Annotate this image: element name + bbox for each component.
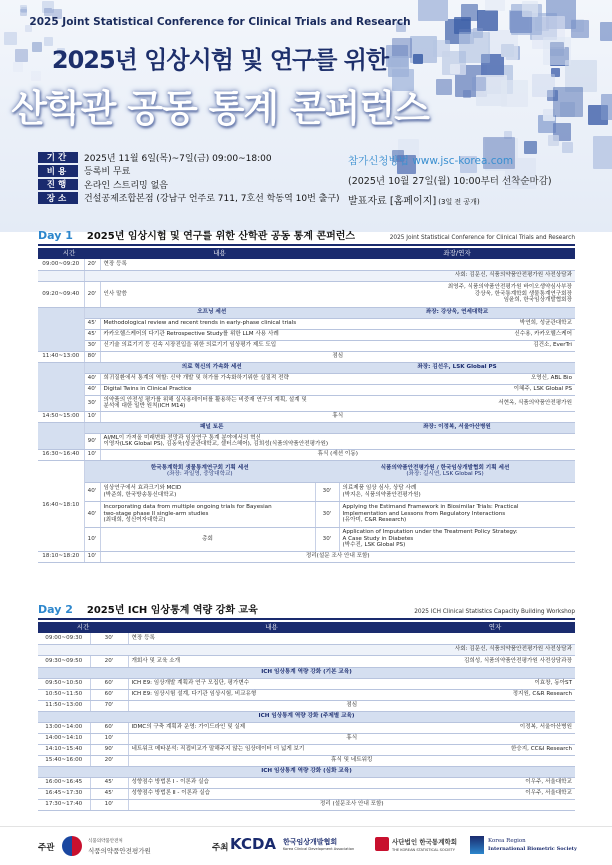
host-org: 식품의약품안전평가원 — [88, 847, 151, 855]
kribs-logo-icon — [470, 836, 484, 854]
duration-cell: 30' — [84, 340, 100, 351]
table-row — [38, 318, 575, 329]
time-cell: 18:10~18:20 — [38, 551, 84, 562]
main-title-line2: 산학관 공동 통계 콘퍼런스 — [11, 87, 429, 130]
left-content: 임상연구에서 효과크기와 MCID (박준희, 한국방송통신대학교) — [100, 482, 315, 501]
day1-title-en: 2025 Joint Statistical Conference for Clinical Trials and Research — [389, 235, 575, 241]
table-row — [38, 340, 575, 351]
speaker-cell: 서현옥, 식품의약품안전평가원 — [339, 395, 575, 411]
speaker-cell: 이정복, 서울아산병원 — [415, 722, 575, 733]
table-row — [38, 351, 575, 362]
cube-decoration — [548, 135, 559, 146]
table-row — [38, 766, 575, 777]
content-cell: 개회사 및 교육 소개 — [128, 655, 415, 667]
time-cell — [38, 362, 84, 411]
table-row — [38, 689, 575, 700]
duration-cell: 60' — [90, 722, 128, 733]
session-chair: 좌장: 강상욱, 연세대학교 — [339, 307, 575, 318]
speaker-cell: 이효창, 동아ST — [415, 678, 575, 689]
info-label: 진행 — [38, 179, 78, 191]
session-chair: 좌장: 이정복, 서울아산병원 — [339, 422, 575, 433]
speaker-cell: 김희성, 식품의약품안전평가원 사전상담과장 — [415, 655, 575, 667]
kcda-name: 한국임상개발협회 — [283, 838, 338, 846]
time-cell — [38, 307, 84, 351]
materials-note: (3일 전 공개) — [438, 198, 480, 206]
time-cell: 11:50~13:00 — [38, 700, 90, 711]
day1-header — [38, 230, 575, 246]
time-cell: 14:00~14:10 — [38, 733, 90, 744]
content-cell: 점심 — [100, 351, 575, 362]
left-session-chair: (좌장: 곽일영, 중앙대학교) — [166, 471, 233, 477]
government-emblem-icon — [62, 836, 82, 856]
footer — [0, 826, 612, 865]
right-duration: 30' — [315, 501, 339, 527]
cube-decoration — [524, 141, 537, 154]
duration-cell: 45' — [84, 329, 100, 340]
left-session-name: 한국통계학회 생물통계연구회 기획 세션 — [150, 464, 249, 471]
duration-cell: 60' — [90, 689, 128, 700]
time-cell: 10:50~11:50 — [38, 689, 90, 700]
time-cell: 14:10~15:40 — [38, 744, 90, 755]
right-duration: 30' — [315, 527, 339, 551]
table-row — [38, 422, 575, 433]
time-cell: 17:30~17:40 — [38, 799, 90, 810]
cube-decoration — [450, 64, 460, 74]
table-row — [38, 329, 575, 340]
session-title: ICH 임상통계 역량 강화 (심화 교육) — [38, 766, 575, 777]
content-cell: 휴식 — [128, 733, 575, 744]
content-cell: 희귀질환에서 통계의 역할: 신약 개발 및 허가를 가속화하기위한 실질적 전략 — [100, 373, 339, 384]
session-title: ICH 임상통계 역량 강화 (주제별 교육) — [38, 711, 575, 722]
content-cell: 신기술 의료기기 등 신속 시장진입을 위한 의료기기 임상평가 제도 도입 — [100, 340, 339, 351]
info-row-mode — [38, 178, 340, 191]
duration-cell: 20' — [84, 281, 100, 307]
content-cell: 의약품의 안전성 평가를 위해 실사용데이터를 활용하는 비중재 연구의 계획, 설계 및 분석에 대한 일반 원칙(ICH M14) — [100, 395, 339, 411]
info-value: 건설공제조합본점 (강남구 언주로 711, 7호선 학동역 10번 출구) — [84, 194, 340, 205]
table-row — [38, 384, 575, 395]
duration-cell: 80' — [84, 351, 100, 362]
col-header-content: 내용 — [100, 248, 339, 259]
parallel-row — [38, 501, 575, 527]
duration-cell: 45' — [90, 788, 128, 799]
duration-cell: 10' — [84, 449, 100, 460]
cube-decoration — [20, 9, 27, 16]
session-title — [84, 307, 339, 318]
cube-decoration — [522, 1, 538, 17]
cube-decoration — [600, 22, 612, 41]
duration-cell: 90' — [90, 744, 128, 755]
duration-cell: 10' — [84, 411, 100, 422]
right-content: Application of Imputation under the Treatment Policy Strategy: A Case Study in Diabetes (박수진, LSK Global PS) — [339, 527, 575, 551]
conference-english-title: 2025 Joint Statistical Conference for Clinical Trials and Research — [29, 16, 411, 28]
table-row — [38, 744, 575, 755]
time-cell: 16:40~18:10 — [38, 460, 84, 551]
kcda-logo: KCDA — [230, 835, 277, 853]
table-row — [38, 788, 575, 799]
content-cell: 정리(설문 조사 안내 포함) — [100, 551, 575, 562]
cube-decoration — [459, 32, 490, 63]
duration-cell: 10' — [90, 799, 128, 810]
speaker-cell — [339, 433, 575, 449]
time-cell: 09:00~09:30 — [38, 633, 90, 644]
content-cell: ICH E9: 임상시험 설계, 다기관 임상시험, 비교유형 — [128, 689, 415, 700]
info-value: 온라인 스트리밍 없음 — [84, 180, 168, 191]
time-cell: 16:00~16:45 — [38, 777, 90, 788]
table-row — [38, 667, 575, 678]
content-cell: 휴식 (세션 이동) — [100, 449, 575, 460]
right-session-name: 식품의약품안전평가원 / 한국임상개발협회 기획 세션 — [380, 464, 510, 471]
content-cell: 성향점수 방법론 Ⅰ - 이론과 실습 — [128, 777, 415, 788]
speaker-cell: 한승지, CC&I Research — [415, 744, 575, 755]
right-content: 의료제품 임상 심사, 상담 사례 (박지은, 식품의약품안전평가원) — [339, 482, 575, 501]
table-row — [38, 755, 575, 766]
duration-cell: 10' — [90, 733, 128, 744]
duration-cell: 30' — [90, 633, 128, 644]
session-title: ICH 임상통계 역량 강화 (기본 교육) — [38, 667, 575, 678]
left-duration: 40' — [84, 501, 100, 527]
table-row — [38, 281, 575, 307]
content-cell: Methodological review and recent trends in early-phase clinical trials — [100, 318, 339, 329]
speaker-cell: 이우주, 서울대학교 — [415, 788, 575, 799]
registration-link[interactable]: 참가신청방법 www.jsc-korea.com — [348, 155, 514, 167]
table-row — [38, 395, 575, 411]
col-header-time: 시간 — [38, 248, 100, 259]
content-cell: 네트워크 메타분석: 직접비교가 말해주지 않는 임상데이터 더 넓게 보기 — [128, 744, 415, 755]
parallel-session-header — [38, 460, 575, 482]
time-cell: 09:20~09:40 — [38, 281, 84, 307]
content-cell: 휴식 — [100, 411, 575, 422]
speaker-cell: 신수용, 카카오헬스케어 — [339, 329, 575, 340]
table-row — [38, 633, 575, 644]
duration-cell: 30' — [84, 395, 100, 411]
info-label: 기간 — [38, 152, 78, 164]
duration-cell — [38, 644, 415, 655]
cube-decoration — [501, 80, 528, 107]
duration-cell — [84, 270, 339, 281]
kribs-line2: International Biometric Society — [488, 846, 577, 852]
duration-cell: 20' — [90, 755, 128, 766]
table-header-row — [38, 622, 575, 633]
speaker-cell: 박연희, 성균관대학교 — [339, 318, 575, 329]
time-cell: 15:40~16:00 — [38, 755, 90, 766]
parallel-row — [38, 527, 575, 551]
day1-schedule-table — [38, 248, 575, 563]
table-row — [38, 449, 575, 460]
day2-title-en: 2025 ICH Clinical Statistics Capacity Building Workshop — [414, 609, 575, 615]
materials-notice — [348, 192, 568, 207]
session-name: 패널 토론 — [199, 424, 224, 431]
time-cell — [38, 270, 84, 281]
content-cell: ICH E9: 임상개발 계획과 연구 모집단, 평가변수 — [128, 678, 415, 689]
duration-cell: 90' — [84, 433, 100, 449]
table-row — [38, 362, 575, 373]
info-value: 2025년 11월 6일(목)~7일(금) 09:00~18:00 — [84, 153, 272, 164]
col-header-time: 시간 — [38, 622, 128, 633]
day2-title: 2025년 ICH 임상통계 역량 강화 교육 — [86, 605, 258, 616]
day2-header — [38, 604, 575, 620]
content-cell: 휴식 및 네트워킹 — [128, 755, 575, 766]
table-row — [38, 270, 575, 281]
info-label: 장소 — [38, 192, 78, 204]
hero-banner — [0, 0, 612, 232]
event-info — [38, 151, 340, 205]
left-duration: 10' — [84, 527, 100, 551]
time-cell — [38, 422, 84, 449]
cohost-label: 주최 — [212, 843, 229, 853]
parallel-left-title — [84, 460, 315, 482]
moderator-cell: 사회: 김문신, 식품의약품안전평가원 사전상담과 — [339, 270, 575, 281]
duration-cell: 45' — [84, 318, 100, 329]
session-title — [84, 422, 339, 433]
cube-decoration — [501, 44, 514, 57]
cube-decoration — [532, 74, 555, 97]
speaker-cell — [339, 259, 575, 270]
day2-label: Day 2 — [38, 603, 73, 616]
content-cell: AI/ML이 가져올 미래변화 전망과 임상연구 통계 분야에서의 혁신 이영자(LSK Global PS), 김동욱(성균관대학교, 셀터스헤어), 김희성(식품의약품안전평가원) — [100, 433, 339, 449]
content-cell: 현장 등록 — [128, 633, 575, 644]
content-cell: 점심 — [128, 700, 575, 711]
duration-cell: 60' — [90, 678, 128, 689]
table-row — [38, 733, 575, 744]
left-content: Incorporating data from multiple ongoing trials for Bayesian two-stage phase II single-arm studies (최대희, 성신여자대학교) — [100, 501, 315, 527]
parallel-row — [38, 482, 575, 501]
table-row — [38, 307, 575, 318]
time-cell: 09:50~10:50 — [38, 678, 90, 689]
table-row — [38, 411, 575, 422]
duration-cell: 45' — [90, 777, 128, 788]
time-cell: 09:30~09:50 — [38, 655, 90, 667]
duration-cell: 20' — [84, 259, 100, 270]
day2-schedule-table — [38, 622, 575, 811]
content-cell: Digital Twins in Clinical Practice — [100, 384, 339, 395]
time-cell: 16:45~17:30 — [38, 788, 90, 799]
time-cell: 13:00~14:00 — [38, 722, 90, 733]
content-cell: 현장 등록 — [100, 259, 339, 270]
session-name: 의료 혁신의 가속화 세션 — [181, 364, 242, 371]
col-header-content: 내용 — [128, 622, 415, 633]
speaker-cell: 오영신, ABL Bio — [339, 373, 575, 384]
time-cell: 09:00~09:20 — [38, 259, 84, 270]
table-row — [38, 777, 575, 788]
table-row — [38, 700, 575, 711]
parallel-right-title — [315, 460, 575, 482]
duration-cell: 40' — [84, 373, 100, 384]
content-cell: IDMC의 구축 계획과 운영: 가이드라인 및 실제 — [128, 722, 415, 733]
kcda-name-en: Korea Clinical Development Association — [283, 847, 355, 851]
cube-decoration — [593, 136, 612, 169]
cube-decoration — [463, 90, 471, 98]
info-row-cost — [38, 165, 340, 178]
table-header-row — [38, 248, 575, 259]
left-duration: 40' — [84, 482, 100, 501]
right-session-chair: (좌장: 길시연, LSK Global PS) — [406, 471, 484, 477]
table-row — [38, 711, 575, 722]
table-row — [38, 655, 575, 667]
time-cell: 11:40~13:00 — [38, 351, 84, 362]
moderator-cell: 사회: 김문신, 식품의약품안전평가원 사전상담과 — [415, 644, 575, 655]
closing-row — [38, 551, 575, 562]
duration-cell: 20' — [90, 655, 128, 667]
session-chair: 좌장: 김선우, LSK Global PS — [339, 362, 575, 373]
table-row — [38, 373, 575, 384]
cube-decoration — [601, 94, 612, 120]
content-cell: 인사 말씀 — [100, 281, 339, 307]
time-cell: 14:50~15:00 — [38, 411, 84, 422]
kss-name-en: THE KOREAN STATISTICAL SOCIETY — [392, 848, 455, 852]
registration-info — [348, 153, 568, 207]
registration-deadline: (2025년 10월 27일(월) 10:00부터 선착순마감) — [348, 176, 552, 187]
materials-label: 발표자료 [홈페이지] — [348, 196, 437, 207]
table-row — [38, 799, 575, 810]
content-cell: 카카오헬스케어의 다기관 Retrospective Study를 위한 LLM 사용 사례 — [100, 329, 339, 340]
main-title-line1: 2025년 임상시험 및 연구를 위한 — [51, 46, 389, 74]
table-row — [38, 259, 575, 270]
day1-label: Day 1 — [38, 229, 73, 242]
right-content: Applying the Estimand Framework in Biosimilar Trials: Practical Implementation and Lessons from Regulatory Interactions (유아미, C&R Research) — [339, 501, 575, 527]
day1-title: 2025년 임상시험 및 연구를 위한 산학관 공동 통계 콘퍼런스 — [86, 231, 356, 242]
speaker-cell: 정지원, C&R Research — [415, 689, 575, 700]
session-title — [84, 362, 339, 373]
content-cell: 성향점수 방법론 Ⅱ - 이론과 실습 — [128, 788, 415, 799]
cube-decoration — [485, 0, 505, 11]
info-row-venue — [38, 192, 340, 205]
speaker-cell: 이혜주, LSK Global PS — [339, 384, 575, 395]
speaker-cell: 최영주, 식품의약품안전평가원 바이오생약심사부장 강상욱, 한국통계학회 생물통계연구회장 임윤희, 한국임상개발협회장 — [339, 281, 575, 307]
table-row — [38, 722, 575, 733]
table-row — [38, 644, 575, 655]
session-name: 오프닝 세션 — [197, 309, 227, 316]
kribs-line1: Korea Region — [488, 838, 526, 844]
duration-cell: 10' — [84, 551, 100, 562]
host-label: 주관 — [38, 843, 55, 853]
info-row-period — [38, 151, 340, 164]
info-label: 비용 — [38, 165, 78, 177]
cube-decoration — [543, 37, 571, 65]
time-cell: 16:30~16:40 — [38, 449, 84, 460]
info-value: 등록비 무료 — [84, 167, 131, 178]
kss-logo-icon — [375, 837, 389, 851]
left-content: 총회 — [100, 527, 315, 551]
cube-decoration — [553, 87, 583, 117]
speaker-cell: 김건소, EverTri — [339, 340, 575, 351]
content-cell: 정리 (설문조사 안내 포함) — [128, 799, 575, 810]
cube-decoration — [562, 142, 573, 153]
cube-decoration — [472, 77, 486, 91]
col-header-speaker: 연자 — [415, 622, 575, 633]
kss-name: 사단법인 한국통계학회 — [392, 838, 458, 846]
table-row — [38, 678, 575, 689]
table-row — [38, 433, 575, 449]
col-header-speaker: 좌장/연자 — [339, 248, 575, 259]
speaker-cell: 이우주, 서울대학교 — [415, 777, 575, 788]
host-org-small: 식품의약품안전처 — [88, 839, 123, 844]
duration-cell: 70' — [90, 700, 128, 711]
duration-cell: 40' — [84, 384, 100, 395]
cube-decoration — [571, 20, 589, 38]
right-duration: 30' — [315, 482, 339, 501]
